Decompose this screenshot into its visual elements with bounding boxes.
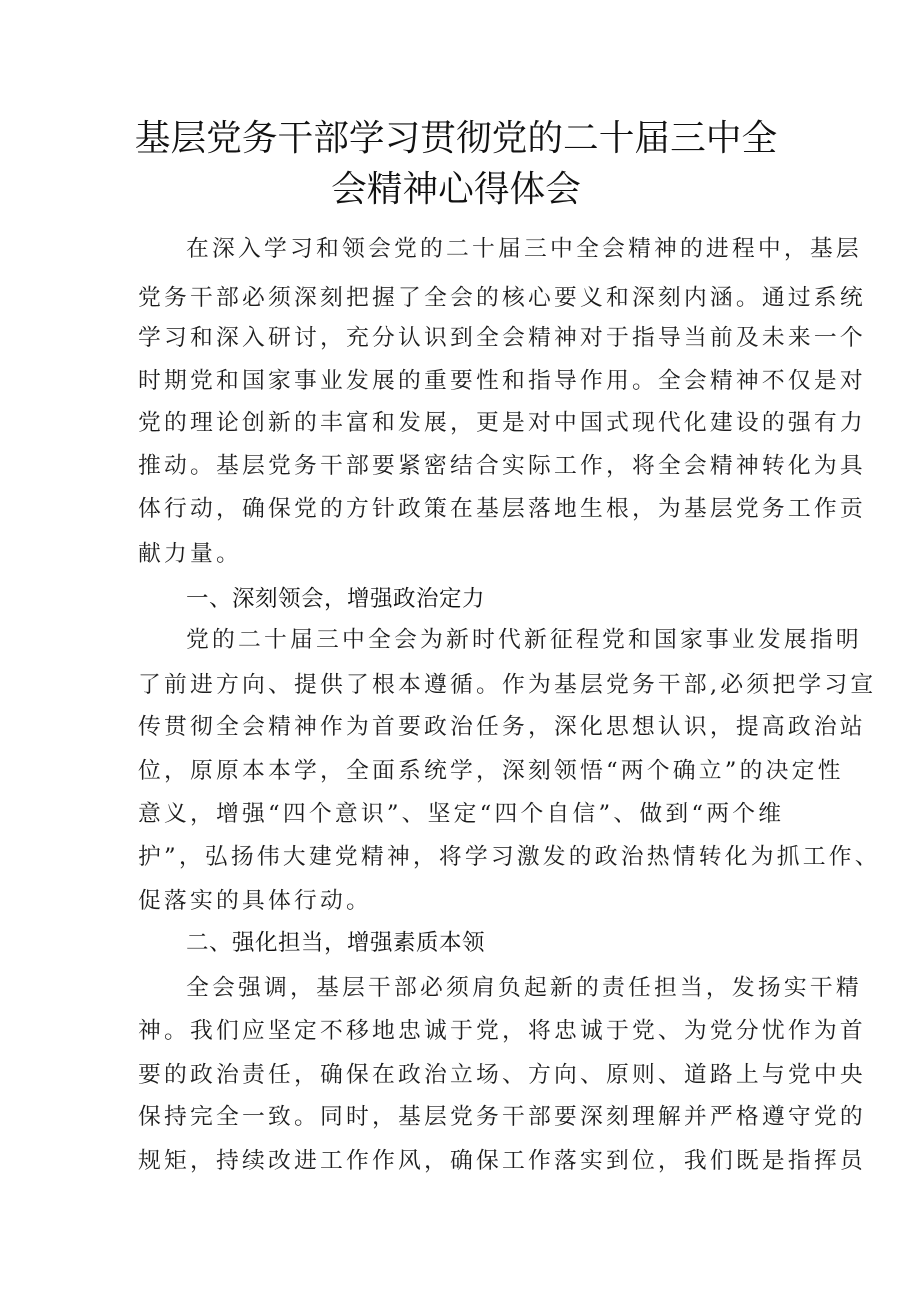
document-title-line-2: 会精神心得体会 bbox=[331, 169, 581, 210]
intro-line: 献力量。 bbox=[138, 541, 242, 567]
section-1-line: 意义，增强“四个意识”、坚定“四个自信”、做到“两个维 bbox=[138, 801, 785, 827]
document-title-line-1: 基层党务干部学习贯彻党的二十届三中全 bbox=[134, 118, 778, 159]
section-2-line: 要的政治责任，确保在政治立场、方向、原则、道路上与党中央 bbox=[138, 1062, 866, 1088]
intro-line: 学习和深入研讨，充分认识到全会精神对于指导当前及未来一个 bbox=[138, 325, 866, 351]
section-1-line: 传贯彻全会精神作为首要政治任务，深化思想认识，提高政治站 bbox=[138, 714, 866, 740]
section-2-line: 保持完全一致。同时，基层党务干部要深刻理解并严格遵守党的 bbox=[138, 1104, 866, 1130]
section-1-line: 位，原原本本学，全面系统学，深刻领悟“两个确立”的决定性 bbox=[138, 758, 844, 784]
section-1-line: 促落实的具体行动。 bbox=[138, 888, 372, 914]
intro-line: 体行动，确保党的方针政策在基层落地生根，为基层党务工作贡 bbox=[138, 496, 866, 522]
section-1-line: 护”，弘扬伟大建党精神，将学习激发的政治热情转化为抓工作、 bbox=[138, 844, 881, 870]
section-heading: 二、强化担当，增强素质本领 bbox=[186, 930, 486, 956]
intro-line: 党务干部必须深刻把握了全会的核心要义和深刻内涵。通过系统 bbox=[138, 285, 866, 311]
intro-line: 在深入学习和领会党的二十届三中全会精神的进程中，基层 bbox=[186, 236, 862, 262]
section-2-line: 神。我们应坚定不移地忠诚于党，将忠诚于党、为党分忧作为首 bbox=[138, 1018, 866, 1044]
section-1-line: 党的二十届三中全会为新时代新征程党和国家事业发展指明 bbox=[186, 627, 862, 653]
section-2-line: 规矩，持续改进工作作风，确保工作落实到位，我们既是指挥员 bbox=[138, 1148, 866, 1174]
intro-line: 党的理论创新的丰富和发展，更是对中国式现代化建设的强有力 bbox=[138, 410, 866, 436]
section-2-line: 全会强调，基层干部必须肩负起新的责任担当，发扬实干精 bbox=[186, 975, 862, 1001]
section-1-line: 了前进方向、提供了根本遵循。作为基层党务干部,必须把学习宣 bbox=[138, 672, 877, 698]
intro-line: 时期党和国家事业发展的重要性和指导作用。全会精神不仅是对 bbox=[138, 368, 866, 394]
intro-line: 推动。基层党务干部要紧密结合实际工作，将全会精神转化为具 bbox=[138, 453, 866, 479]
section-heading: 一、深刻领会，增强政治定力 bbox=[186, 586, 486, 612]
